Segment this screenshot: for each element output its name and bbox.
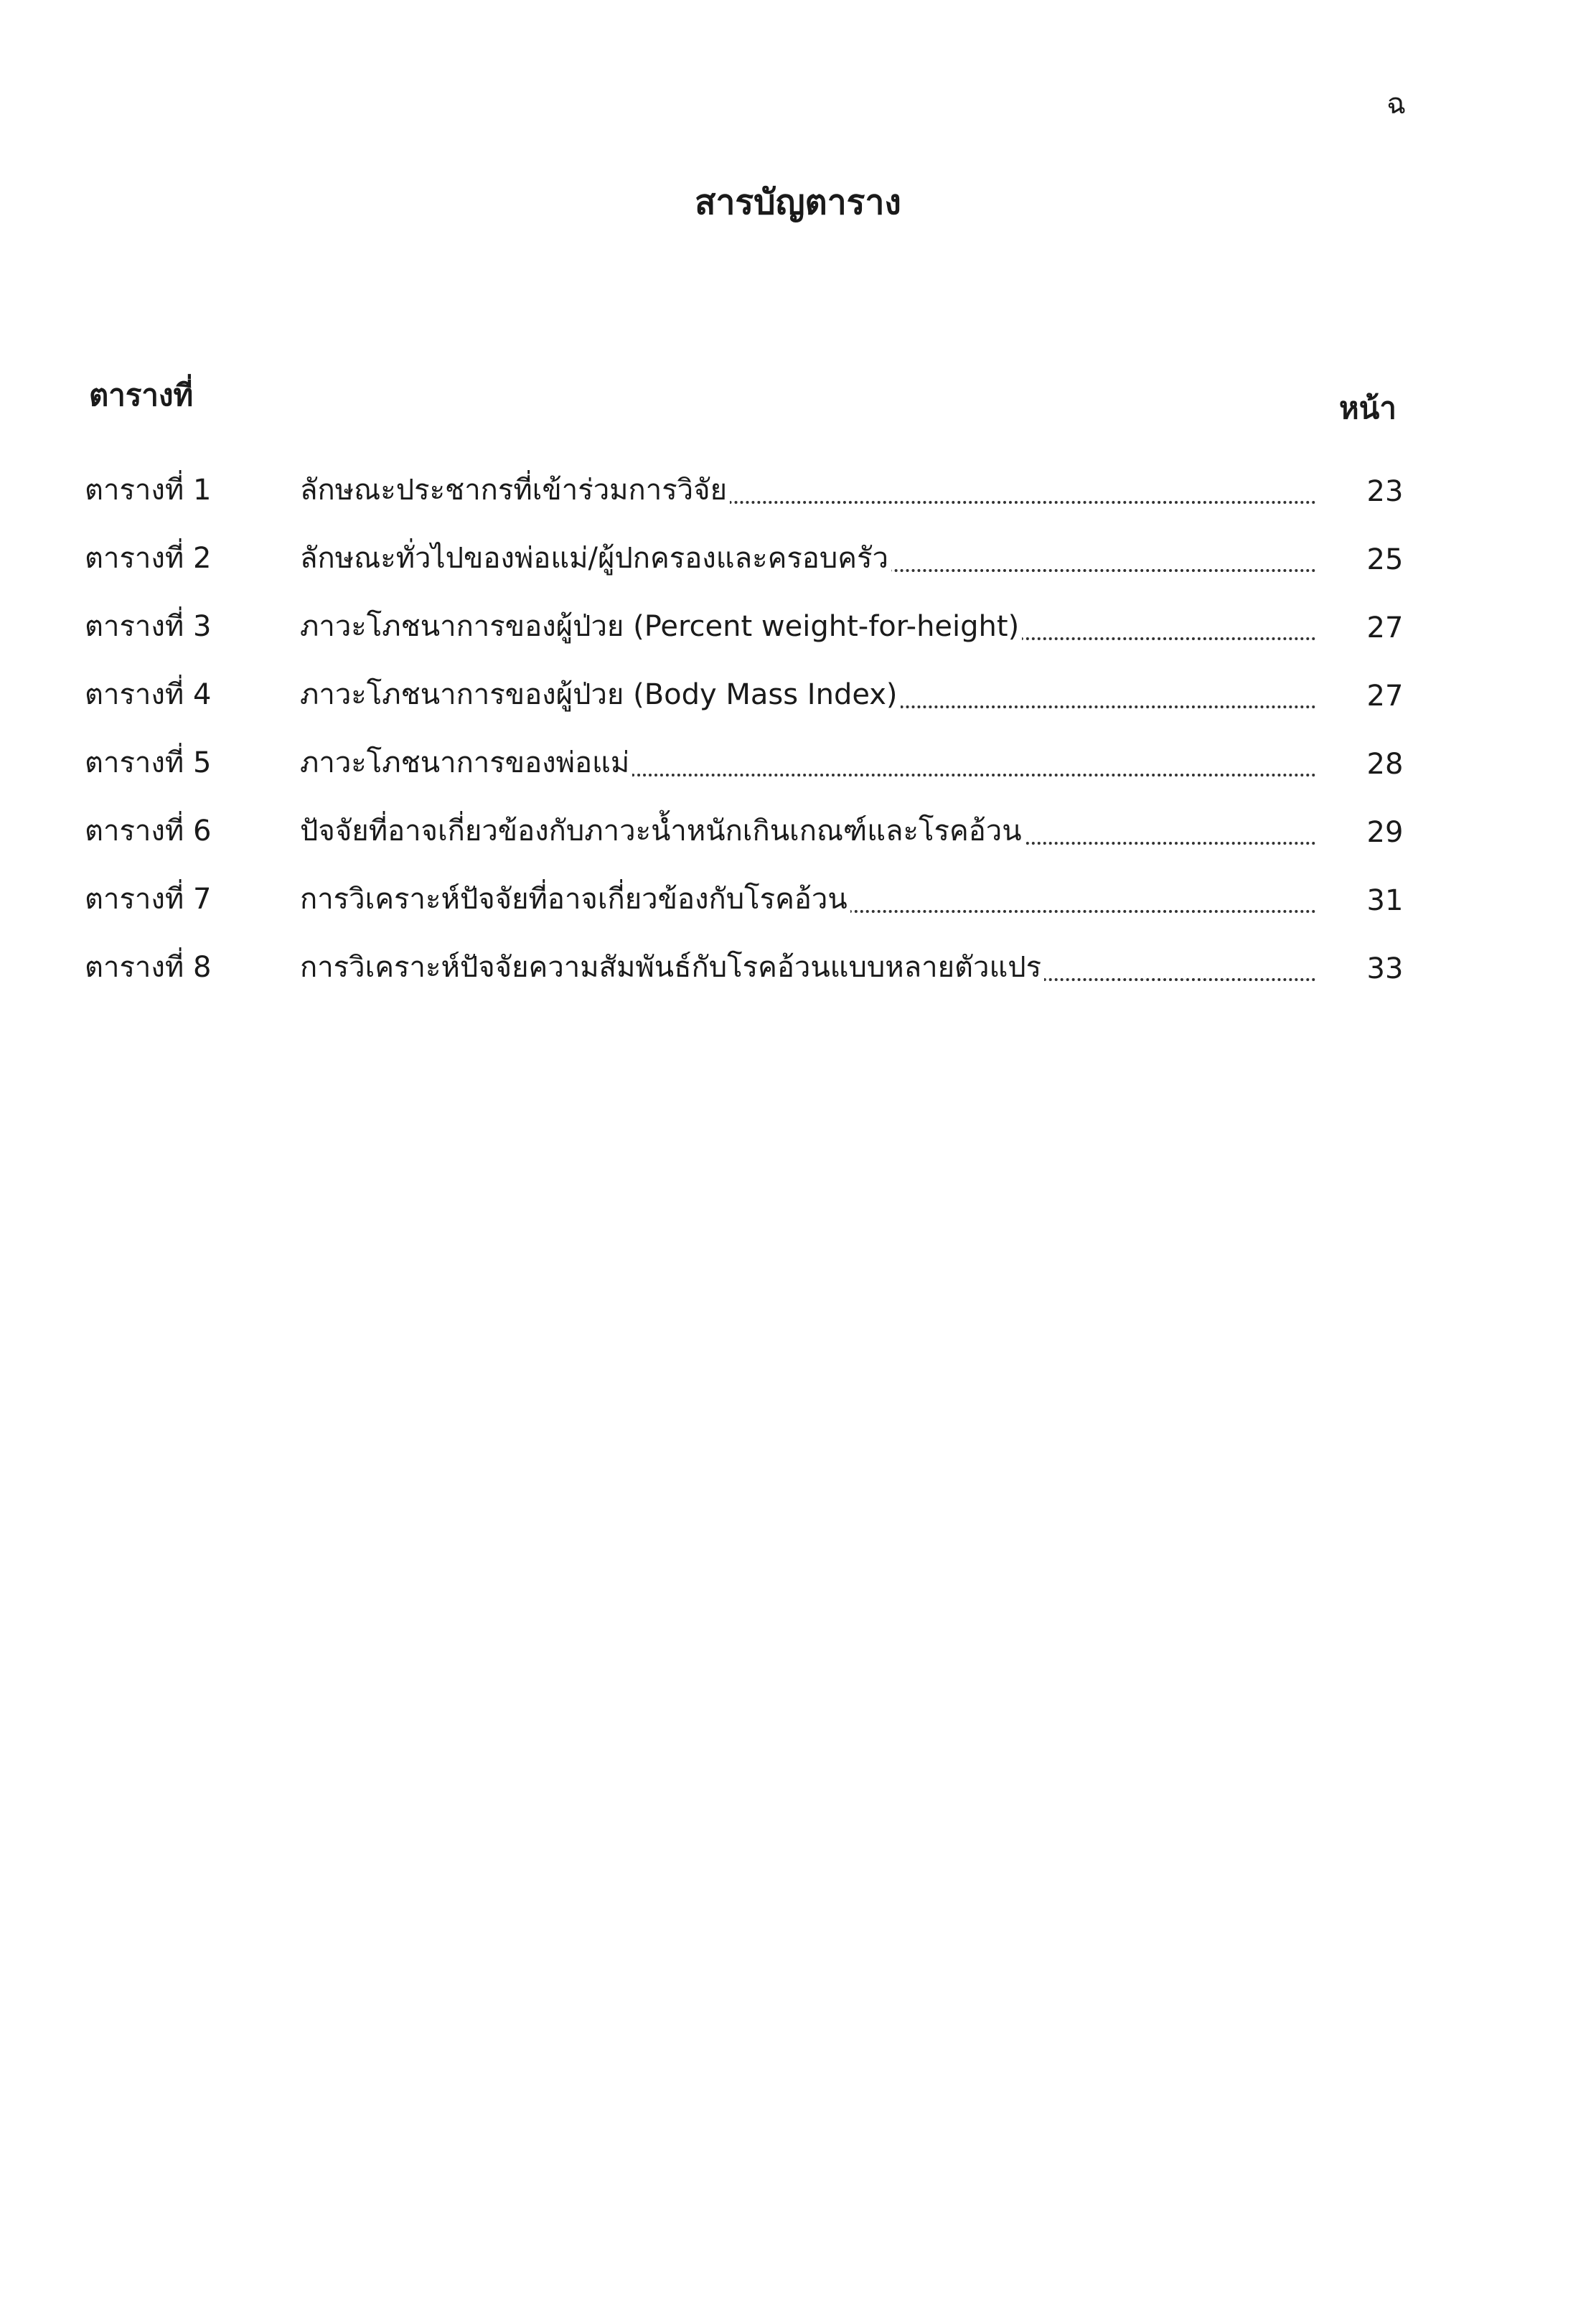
toc-entry-label: ตารางที่ 3 xyxy=(85,610,212,643)
toc-entry xyxy=(0,527,1596,596)
toc-entry-page: 33 xyxy=(1366,952,1404,985)
toc-entry-page: 31 xyxy=(1366,884,1404,917)
toc-entry-label: ตารางที่ 7 xyxy=(85,883,212,916)
toc-entry xyxy=(0,937,1596,1005)
page-number: ฉ xyxy=(1386,88,1407,121)
toc-entry-title-area xyxy=(300,944,1316,987)
toc-entry-title-area xyxy=(300,603,1316,646)
toc-entry-title-area xyxy=(300,739,1316,782)
toc-entry-label: ตารางที่ 4 xyxy=(85,678,212,711)
toc-entry-page: 23 xyxy=(1366,475,1404,508)
toc-entry xyxy=(0,664,1596,732)
toc-entry-label: ตารางที่ 1 xyxy=(85,474,212,507)
toc-entry-title: ลักษณะประชากรที่เข้าร่วมการวิจัย xyxy=(300,474,730,507)
toc-entry-page: 28 xyxy=(1366,748,1404,781)
table-column-header: ตารางที่ xyxy=(89,377,194,413)
toc-entry-title: ปัจจัยที่อาจเกี่ยวข้องกับภาวะน้ำหนักเกินเกณฑ์และโรคอ้วน xyxy=(300,815,1025,848)
toc-entry-title-area xyxy=(300,535,1316,578)
toc-entry-label: ตารางที่ 8 xyxy=(85,951,212,984)
toc-entry-label: ตารางที่ 2 xyxy=(85,542,212,575)
toc-entry-title-area xyxy=(300,807,1316,850)
toc-entry-page: 25 xyxy=(1366,543,1404,576)
toc-entry-title: การวิเคราะห์ปัจจัยความสัมพันธ์กับโรคอ้วนแบบหลายตัวแปร xyxy=(300,951,1044,984)
toc-entry-title: ภาวะโภชนาการของผู้ป่วย (Percent weight-for-height) xyxy=(300,610,1022,643)
toc-entry xyxy=(0,596,1596,664)
page-column-header: หน้า xyxy=(1339,390,1396,426)
page-title: สารบัญตาราง xyxy=(695,182,901,222)
toc-entry-title: ภาวะโภชนาการของพ่อแม่ xyxy=(300,746,632,779)
toc-entry-label: ตารางที่ 5 xyxy=(85,746,212,779)
toc-entry-title-area xyxy=(300,671,1316,714)
toc-entry-title: ลักษณะทั่วไปของพ่อแม่/ผู้ปกครองและครอบครัว xyxy=(300,542,891,575)
toc-entry xyxy=(0,800,1596,868)
toc-entry xyxy=(0,868,1596,937)
toc-entry-label: ตารางที่ 6 xyxy=(85,815,212,848)
toc-entry-title: การวิเคราะห์ปัจจัยที่อาจเกี่ยวข้องกับโรคอ้วน xyxy=(300,883,850,916)
toc-entry-title: ภาวะโภชนาการของผู้ป่วย (Body Mass Index) xyxy=(300,678,901,711)
toc-entry xyxy=(0,459,1596,527)
toc-entry xyxy=(0,732,1596,800)
toc-entry-page: 29 xyxy=(1366,816,1404,849)
toc-entry-page: 27 xyxy=(1366,611,1404,644)
toc-entry-page: 27 xyxy=(1366,680,1404,713)
toc-entry-title-area xyxy=(300,466,1316,510)
table-of-contents-list xyxy=(0,459,1596,1005)
toc-entry-title-area xyxy=(300,876,1316,919)
